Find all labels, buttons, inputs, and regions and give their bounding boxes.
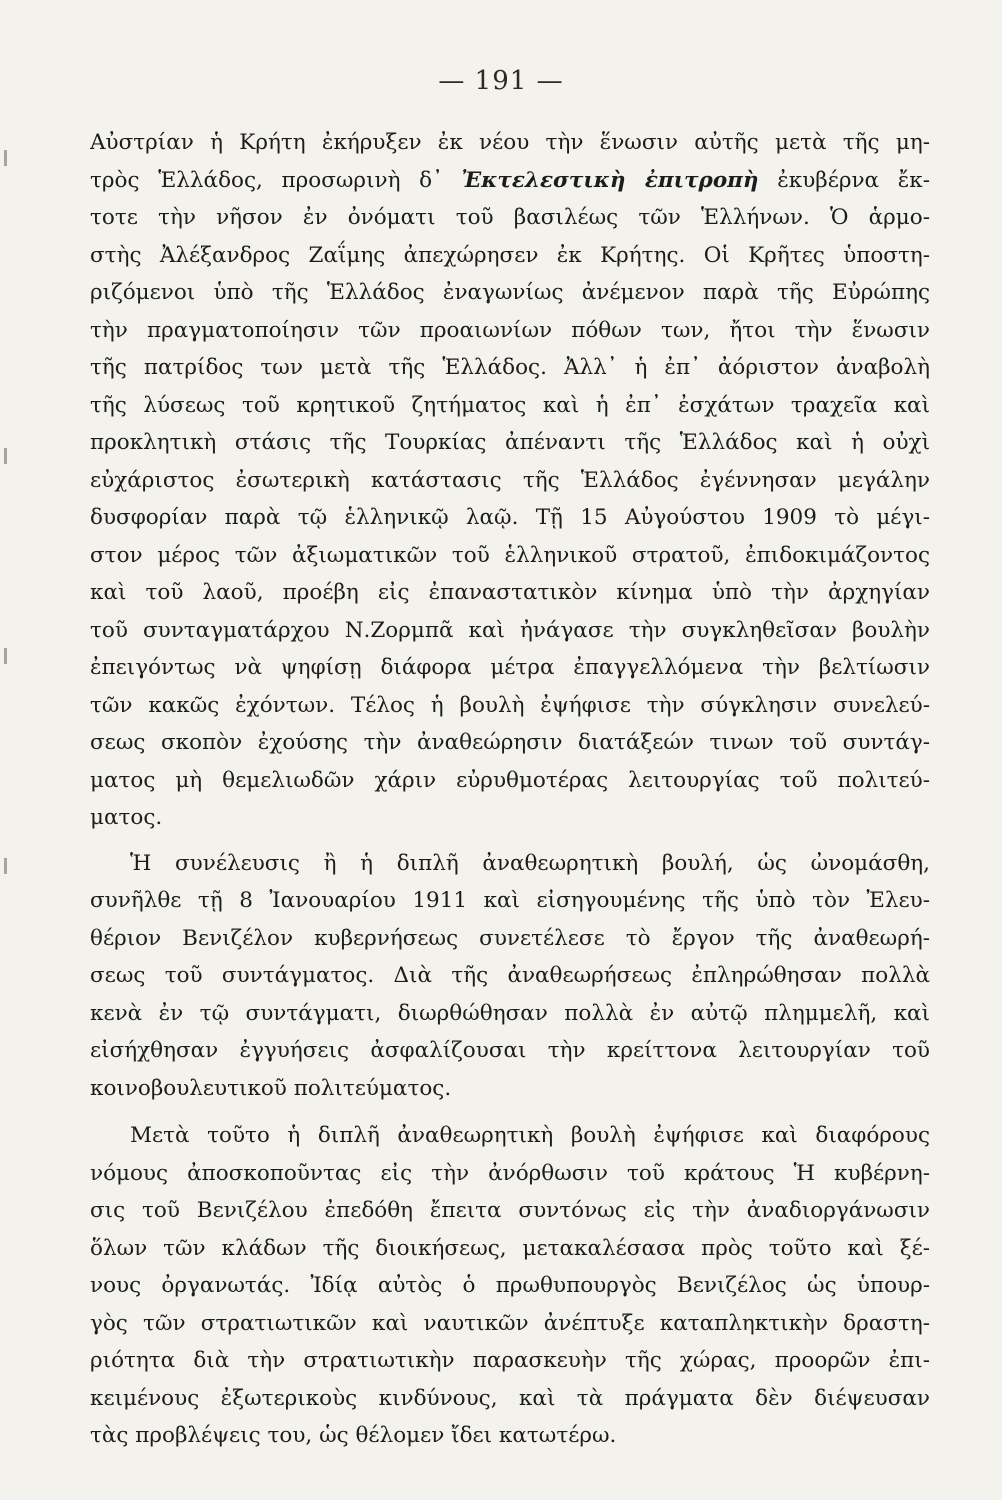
text-line: εἰσήχθησαν ἐγγυήσεις ἀσφαλίζουσαι τὴν κρείττονα λειτουργίαν τοῦ [90, 1038, 930, 1063]
text-line: τὴν πραγματοποίησιν τῶν προαιωνίων πόθων των, ἤτοι τὴν ἕνωσιν [90, 317, 930, 343]
text-line: Ἡ συνέλευσις ἢ ἡ διπλῆ ἀναθεωρητικὴ βουλή, ὡς ὠνομάσθη, [130, 850, 930, 876]
paragraph-1 [90, 124, 930, 837]
text-line: κοινοβουλευτικοῦ πολιτεύματος. [90, 1075, 452, 1101]
text-line: θέριον Βενιζέλον κυβερνήσεως συνετέλεσε τὸ ἔργον τῆς ἀναθεωρή- [90, 925, 930, 951]
text-line: κειμένους ἐξωτερικοὺς κινδύνους, καὶ τὰ πράγματα δὲν διέψευσαν [90, 1385, 930, 1411]
text-line: ριζόμενοι ὑπὸ τῆς Ἑλλάδος ἐναγωνίως ἀνέμενον παρὰ τῆς Εὐρώπης [90, 280, 930, 305]
paragraph-2 [90, 845, 930, 1108]
paragraph-3 [90, 1117, 930, 1455]
text-line: σις τοῦ Βενιζέλου ἐπεδόθη ἔπειτα συντόνως εἰς τὴν ἀναδιοργάνωσιν [90, 1198, 930, 1223]
text-line: εὐχάριστος ἐσωτερικὴ κατάστασις τῆς Ἑλλάδος ἐγέννησαν μεγάλην [90, 467, 930, 493]
text-line: στον μέρος τῶν ἀξιωματικῶν τοῦ ἑλληνικοῦ στρατοῦ, ἐπιδοκιμάζοντος [90, 542, 930, 568]
text-line: κενὰ ἐν τῷ συντάγματι, διωρθώθησαν πολλὰ ἐν αὐτῷ πλημμελῆ, καὶ [90, 1000, 930, 1026]
text-line: τῆς λύσεως τοῦ κρητικοῦ ζητήματος καὶ ἡ ἐπ᾽ ἐσχάτων τραχεῖα καὶ [90, 392, 930, 418]
text-line: Αὐστρίαν ἡ Κρήτη ἐκήρυξεν ἐκ νέου τὴν ἕνωσιν αὐτῆς μετὰ τῆς μη- [90, 130, 930, 155]
text-line: σεως τοῦ συντάγματος. Διὰ τῆς ἀναθεωρήσεως ἐπληρώθησαν πολλὰ [90, 963, 930, 988]
text-line: γὸς τῶν στρατιωτικῶν καὶ ναυτικῶν ἀνέπτυξε καταπληκτικὴν δραστη- [90, 1310, 930, 1336]
text-line: στὴς Ἀλέξανδρος Ζαΐμης ἀπεχώρησεν ἐκ Κρήτης. Οἱ Κρῆτες ὑποστη- [90, 242, 930, 268]
text-line [90, 162, 930, 200]
text-line: ριότητα διὰ τὴν στρατιωτικὴν παρασκευὴν τῆς χώρας, προορῶν ἐπι- [90, 1348, 930, 1373]
text-line: νους ὀργανωτάς. Ἰδίᾳ αὐτὸς ὁ πρωθυπουργὸς Βενιζέλος ὡς ὑπουρ- [90, 1273, 930, 1298]
margin-mark [4, 858, 7, 874]
text-line: τοῦ συνταγματάρχου Ν.Ζορμπᾶ καὶ ἠνάγασε τὴν συγκληθεῖσαν βουλὴν [90, 617, 930, 643]
text-line: τὰς προβλέψεις του, ὡς θέλομεν ἴδει κατωτέρω. [90, 1423, 617, 1448]
text-line: ματος. [90, 805, 163, 830]
text-line: σεως σκοπὸν ἐχούσης τὴν ἀναθεώρησιν διατάξεών τινων τοῦ συντάγ- [90, 730, 930, 755]
text-line: τοτε τὴν νῆσον ἐν ὀνόματι τοῦ βασιλέως τῶν Ἑλλήνων. Ὁ ἁρμο- [90, 205, 930, 230]
body-text [90, 124, 930, 1455]
page-number: — 191 — [438, 66, 564, 96]
text-line: νόμους ἀποσκοποῦντας εἰς τὴν ἀνόρθωσιν τοῦ κράτους Ἡ κυβέρνη- [90, 1160, 930, 1186]
text-line: τῶν κακῶς ἐχόντων. Τέλος ἡ βουλὴ ἐψήφισε τὴν σύγκλησιν συνελεύ- [90, 692, 930, 718]
bold-phrase: Ἐκτελεστικὴ ἐπιτροπὴ [461, 167, 759, 193]
text-line-end: ἐκυβέρνα ἔκ- [758, 167, 930, 193]
text-line: Μετὰ τοῦτο ἡ διπλῆ ἀναθεωρητικὴ βουλὴ ἐψήφισε καὶ διαφόρους [130, 1123, 930, 1148]
text-line: προκλητικὴ στάσις τῆς Τουρκίας ἀπέναντι τῆς Ἑλλάδος καὶ ἡ οὐχὶ [90, 430, 930, 455]
margin-mark [4, 648, 7, 664]
text-line: συνῆλθε τῇ 8 Ἰανουαρίου 1911 καὶ εἰσηγουμένης τῆς ὑπὸ τὸν Ἐλευ- [90, 888, 930, 913]
text-line: καὶ τοῦ λαοῦ, προέβη εἰς ἐπαναστατικὸν κίνημα ὑπὸ τὴν ἀρχηγίαν [90, 580, 930, 605]
margin-mark [4, 448, 7, 464]
text-line: δυσφορίαν παρὰ τῷ ἑλληνικῷ λαῷ. Τῇ 15 Αὐγούστου 1909 τὸ μέγι- [90, 505, 930, 530]
text-line: τῆς πατρίδος των μετὰ τῆς Ἑλλάδος. Ἀλλ᾽ ἡ ἐπ᾽ ἀόριστον ἀναβολὴ [90, 355, 930, 380]
text-line-start: τρὸς Ἑλλάδος, προσωρινὴ δ᾽ [90, 167, 462, 193]
text-line: ἐπειγόντως νὰ ψηφίσῃ διάφορα μέτρα ἐπαγγελλόμενα τὴν βελτίωσιν [90, 655, 930, 680]
text-line: ματος μὴ θεμελιωδῶν χάριν εὐρυθμοτέρας λειτουργίας τοῦ πολιτεύ- [90, 767, 930, 793]
margin-mark [4, 150, 7, 166]
text-line: ὅλων τῶν κλάδων τῆς διοικήσεως, μετακαλέσασα πρὸς τοῦτο καὶ ξέ- [90, 1235, 930, 1261]
